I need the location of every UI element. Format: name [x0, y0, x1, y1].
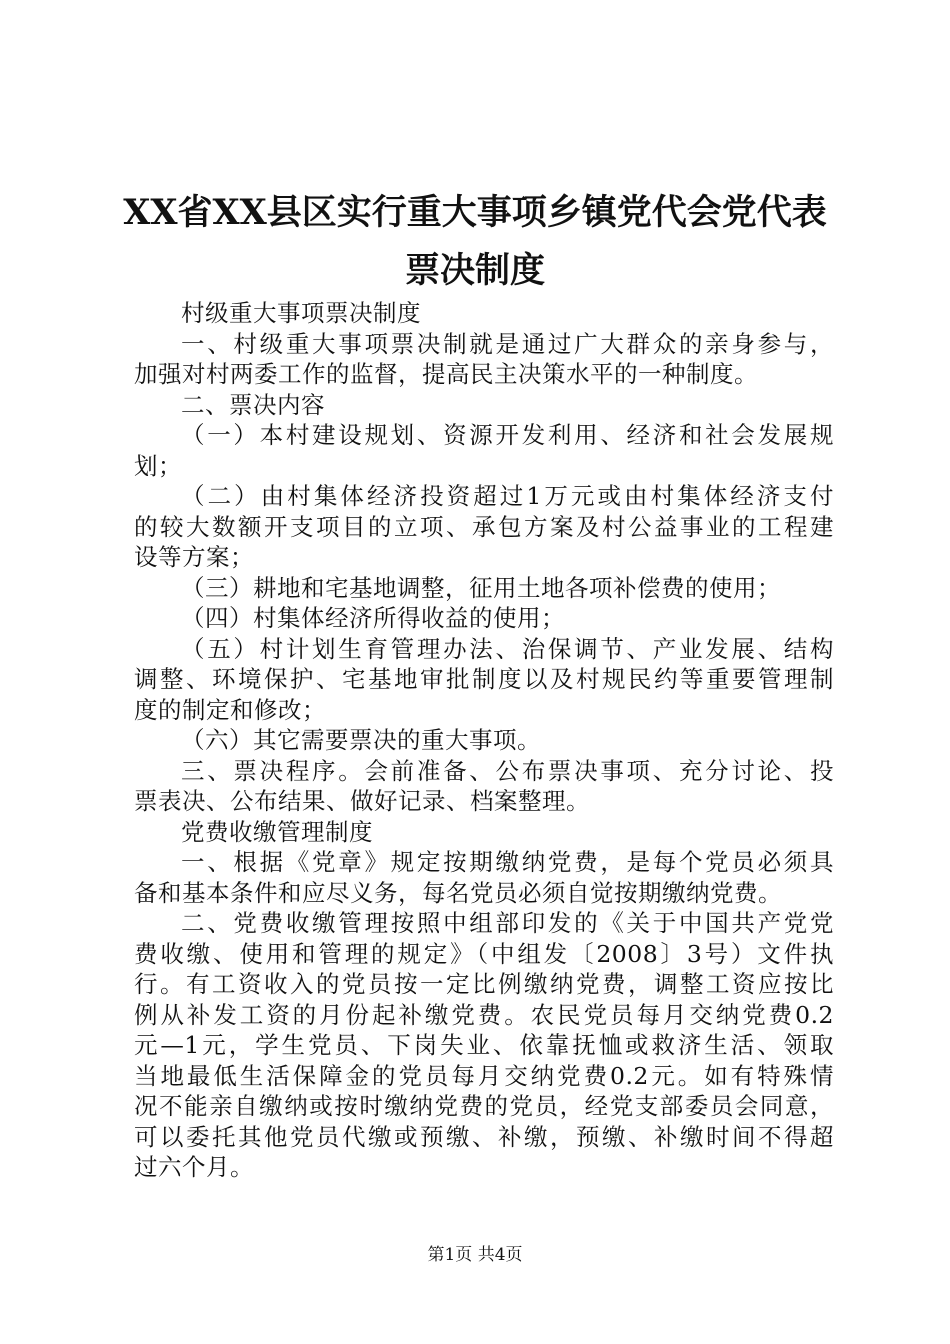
paragraph-line: （六）其它需要票决的重大事项。 [181, 726, 541, 754]
section-heading: 村级重大事项票决制度 [181, 299, 421, 327]
paragraph-line: 一、村级重大事项票决制就是通过广大群众的亲身参与， [181, 329, 834, 358]
document-title-line-1: XX省XX县区实行重大事项乡镇党代会党代表 [123, 192, 827, 233]
page-number-footer: 第1页 共4页 [427, 1245, 523, 1265]
paragraph-line: 行。有工资收入的党员按一定比例缴纳党费，调整工资应按比 [134, 970, 834, 998]
paragraph-line: 三、票决程序。会前准备、公布票决事项、充分讨论、投 [181, 756, 834, 785]
paragraph-line: 备和基本条件和应尽义务，每名党员必须自觉按期缴纳党费。 [134, 878, 782, 907]
paragraph-line: 二、党费收缴管理按照中组部印发的《关于中国共产党党 [181, 909, 834, 937]
paragraph-line: （三）耕地和宅基地调整，征用土地各项补偿费的使用； [181, 573, 781, 602]
paragraph-line: （二）由村集体经济投资超过1万元或由村集体经济支付 [181, 482, 834, 510]
paragraph-line: （一）本村建设规划、资源开发利用、经济和社会发展规 [181, 421, 834, 449]
paragraph-line: 设等方案； [134, 543, 254, 571]
paragraph-line: 加强对村两委工作的监督，提高民主决策水平的一种制度。 [134, 360, 758, 388]
paragraph-line: 的较大数额开支项目的立项、承包方案及村公益事业的工程建 [134, 512, 834, 541]
paragraph-line: 划； [134, 451, 182, 480]
paragraph-line: （四）村集体经济所得收益的使用； [181, 604, 565, 632]
document-title-line-2: 票决制度 [404, 250, 545, 291]
paragraph-line: 一、根据《党章》规定按期缴纳党费，是每个党员必须具 [181, 848, 834, 876]
document-body [134, 298, 834, 1183]
section-heading: 党费收缴管理制度 [181, 817, 373, 846]
paragraph-line: 票表决、公布结果、做好记录、档案整理。 [134, 787, 590, 815]
paragraph-line: 可以委托其他党员代缴或预缴、补缴，预缴、补缴时间不得超 [134, 1122, 834, 1151]
paragraph-line: 况不能亲自缴纳或按时缴纳党费的党员，经党支部委员会同意， [134, 1092, 834, 1120]
paragraph-line: 当地最低生活保障金的党员每月交纳党费0.2元。如有特殊情 [134, 1061, 834, 1090]
paragraph-line: 二、票决内容 [181, 390, 325, 419]
paragraph-line: 度的制定和修改； [134, 695, 326, 724]
paragraph-line: 过六个月。 [134, 1153, 254, 1181]
paragraph-line: （五）村计划生育管理办法、治保调节、产业发展、结构 [181, 634, 834, 663]
paragraph-line: 元—1元，学生党员、下岗失业、依靠抚恤或救济生活、领取 [134, 1031, 834, 1059]
paragraph-line: 例从补发工资的月份起补缴党费。农民党员每月交纳党费0.2 [134, 1000, 834, 1029]
paragraph-line: 调整、环境保护、宅基地审批制度以及村规民约等重要管理制 [134, 665, 834, 693]
paragraph-line: 费收缴、使用和管理的规定》（中组发〔2008〕3号）文件执 [134, 939, 834, 968]
